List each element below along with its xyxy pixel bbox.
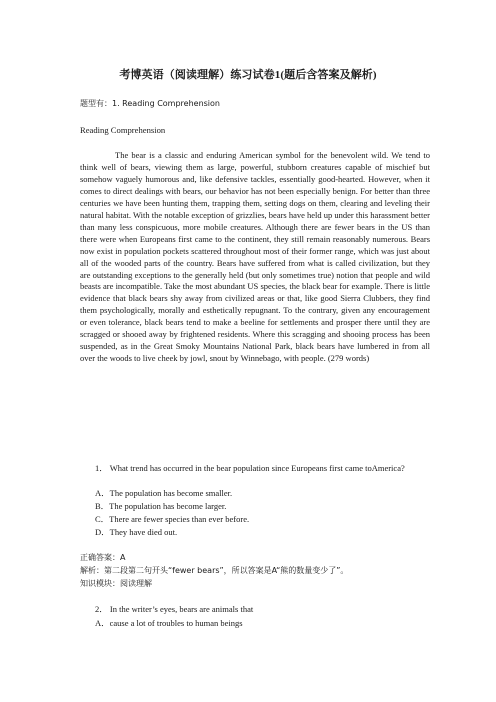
question-1-answer: 正确答案：A [80,553,126,562]
section-heading: Reading Comprehension [80,125,166,135]
document-title: 考博英语（阅读理解）练习试卷1(题后含答案及解析) [119,69,377,81]
question-1-option-c: C．There are fewer species than ever before. [95,514,250,524]
question-1-stem: 1． What trend has occurred in the bear population since Europeans first came toAmerica? [95,463,405,473]
question-1-option-b: B．The population has become larger. [95,501,227,511]
question-2-stem: 2． In the writer’s eyes, bears are animals that [95,604,254,614]
question-1-option-a: A．The population has become smaller. [95,488,233,498]
question-1-analysis: 解析：第二段第二句开头“fewer bears”，所以答案是A“熊的数量变少了”。 [80,566,349,575]
question-2-option-a: A．cause a lot of troubles to human beings [95,618,243,628]
question-1-option-d: D．They have died out. [95,527,178,537]
question-types-line: 题型有：1. Reading Comprehension [80,99,220,108]
reading-passage: The bear is a classic and enduring American symbol for the benevolent wild. We tend to think well of bears, viewing them as large, powerful, stubborn creatures capable of mischief but somehow vaguely humorous and, like defensive tackles, essentially good-hearted. However, when it comes to direct dealings with bears, our behavior has not been especially benign. For better than three centuries we have been hunting them, trapping them, setting dogs on them, clearing and leveling their natural habitat. With the notable exception of grizzlies, bears have held up under this harassment better than many less conspicuous, more mobile creatures. Although there are fewer bears in the US than there were when Europeans first came to the continent, they still remain reasonably numerous. Bears now exist in population pockets scattered throughout most of their former range, which was just about all of the wooded parts of the country. Bears have suffered from what is called civilization, but they are outstanding exceptions to the generally held (but only sometimes true) notion that people and wild beasts are incompatible. Take the most abundant US species, the black bear for example. There is little evidence that black bears shy away from civilized areas or that, like good Sierra Clubbers, they find them psychologically, morally and esthetically repugnant. To the contrary, given any encouragement or even tolerance, black bears tend to make a beeline for settlements and prosper there until they are scragged or shooed away by frightened residents. Where this scragging and shooing process has been suspended, as in the Great Smoky Mountains National Park, black bears have lumbered in from all over the woods to live cheek by jowl, snout by Winnebago, with people. (279 words) [80,150,431,364]
question-1-module: 知识模块：阅读理解 [80,579,152,588]
